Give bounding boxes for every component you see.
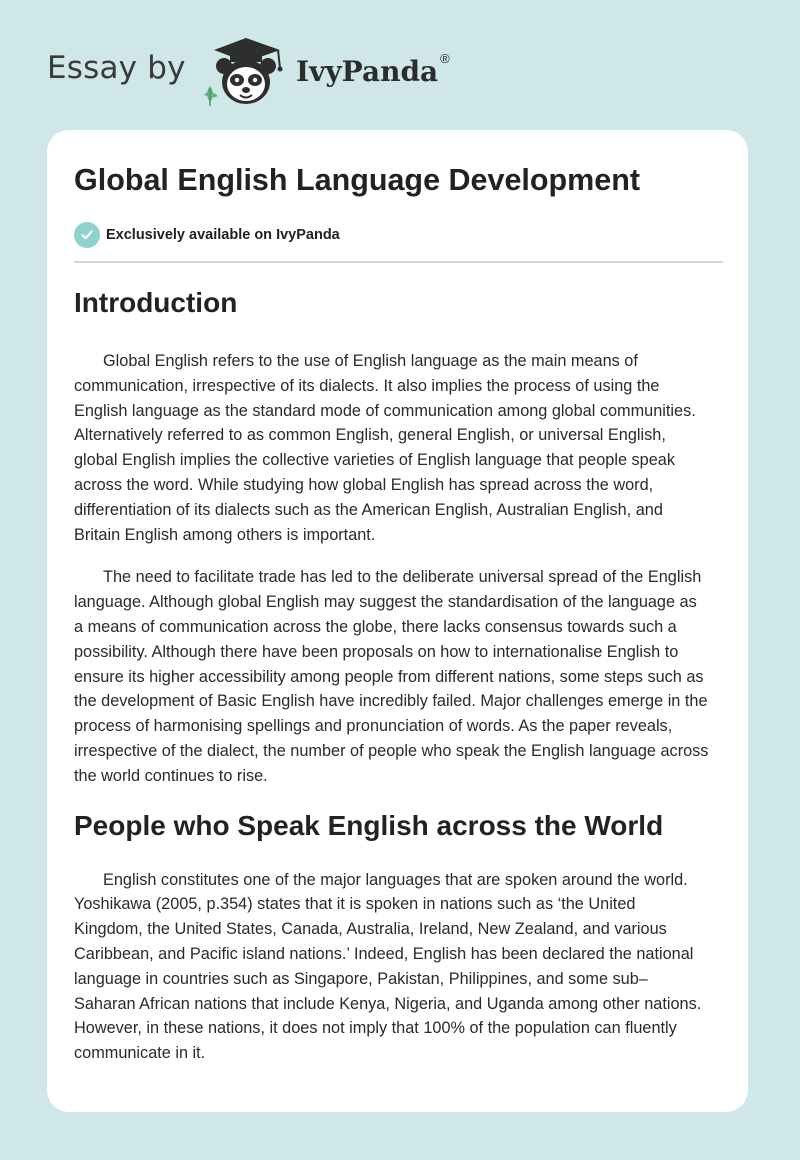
text-line: global English implies the collective varieties of English language that people speak	[74, 451, 675, 470]
text-line: Kingdom, the United States, Canada, Australia, Ireland, New Zealand, and various	[74, 920, 667, 939]
check-circle-icon	[74, 222, 100, 248]
article-card	[47, 130, 748, 1112]
text-line: Global English refers to the use of English language as the main means of	[103, 352, 638, 370]
text-line: language. Although global English may suggest the standardisation of the language as	[74, 593, 697, 612]
text-line: The need to facilitate trade has led to the deliberate universal spread of the English	[103, 568, 702, 587]
text-line: Britain English among others is important.	[74, 525, 376, 544]
text-line: Alternatively referred to as common English, general English, or universal English,	[74, 426, 666, 445]
brand-name[interactable]	[296, 51, 450, 88]
paragraph	[74, 349, 726, 547]
section-heading: Introduction	[74, 287, 238, 318]
text-line: differentiation of its dialects such as the American English, Australian English, and	[74, 500, 663, 519]
badge-label: Exclusively available on IvyPanda	[106, 227, 340, 243]
text-line: English language as the standard mode of communication among global communities.	[74, 401, 696, 420]
paragraph	[74, 868, 726, 1066]
text-line: English constitutes one of the major languages that are spoken around the world.	[103, 870, 688, 889]
panda-graduate-icon[interactable]	[200, 36, 292, 108]
text-line: across the word. While studying how global English has spread across the word,	[74, 475, 654, 494]
text-line: Saharan African nations that include Kenya, Nigeria, and Uganda among other nations.	[74, 994, 702, 1013]
text-line: possibility. Although there have been proposals on how to internationalise English to	[74, 642, 679, 661]
site-header	[0, 0, 800, 130]
registered-mark: ®	[440, 51, 450, 66]
text-line: However, in these nations, it does not imply that 100% of the population can fluently	[74, 1019, 677, 1038]
text-line: communication, irrespective of its dialects. It also implies the process of using the	[74, 376, 660, 395]
essay-by-label: Essay by	[47, 50, 186, 86]
article-body	[74, 280, 726, 1066]
divider	[74, 261, 723, 263]
text-line: the world continues to rise.	[74, 766, 268, 785]
text-line: ensure its higher accessibility among people from different nations, some steps such as	[74, 667, 704, 686]
exclusive-badge	[74, 222, 340, 248]
text-line: language in countries such as Singapore, Pakistan, Philippines, and some sub–	[74, 969, 648, 988]
page-title: Global English Language Development	[74, 163, 641, 197]
section-heading: People who Speak English across the World	[74, 809, 664, 841]
text-line: communicate in it.	[74, 1044, 206, 1063]
brand-text: IvyPanda	[296, 55, 439, 88]
text-line: irrespective of the dialect, the number of people who speak the English language across	[74, 741, 709, 760]
text-line: a means of communication across the globe, there lacks consensus towards such a	[74, 617, 677, 636]
text-line: Yoshikawa (2005, p.354) states that it is spoken in nations such as ‘the United	[74, 895, 636, 914]
text-line: the development of Basic English have incredibly failed. Major challenges emerge in the	[74, 692, 708, 711]
text-line: Caribbean, and Pacific island nations.’ Indeed, English has been declared the national	[74, 944, 694, 963]
paragraph	[74, 565, 726, 788]
text-line: process of harmonising spellings and pronunciation of words. As the paper reveals,	[74, 717, 673, 736]
